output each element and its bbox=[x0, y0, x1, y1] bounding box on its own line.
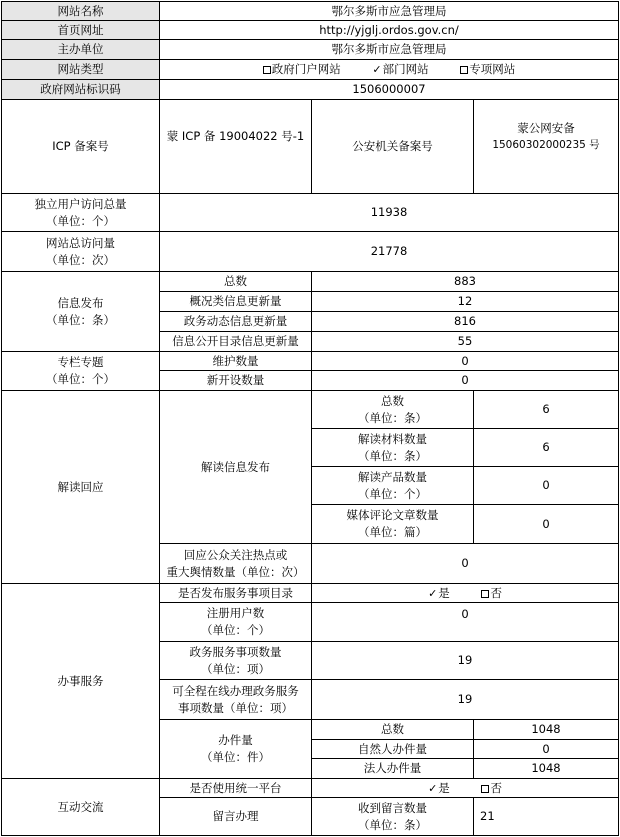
checkmark-icon: ✓ bbox=[372, 63, 382, 76]
police-record-label: 公安机关备案号 bbox=[312, 100, 474, 194]
interpret-material-label-line2: （单位：条） bbox=[358, 448, 427, 463]
platform-label: 是否使用统一平台 bbox=[160, 779, 312, 798]
column-new-value: 0 bbox=[312, 371, 619, 391]
interpret-publish-label: 解读信息发布 bbox=[160, 391, 312, 544]
message-handling-label: 留言办理 bbox=[160, 798, 312, 836]
hot-response-label-line2: 重大舆情数量（单位：次） bbox=[166, 564, 305, 579]
platform-no[interactable] bbox=[481, 780, 502, 797]
site-type-option-department-label: 部门网站 bbox=[382, 62, 429, 76]
hot-response-label-line1: 回应公众关注热点或 bbox=[183, 547, 288, 562]
interpret-media-label bbox=[312, 505, 474, 544]
interpret-media-label-line2: （单位：篇） bbox=[358, 525, 427, 539]
cases-legal-label: 法人办件量 bbox=[312, 759, 474, 779]
police-record-value bbox=[474, 100, 619, 194]
unchecked-box-icon bbox=[481, 590, 489, 598]
cases-person-label: 自然人办件量 bbox=[312, 740, 474, 759]
interpret-total-label bbox=[312, 391, 474, 429]
info-publish-label bbox=[2, 272, 160, 352]
pv-value: 21778 bbox=[160, 232, 619, 272]
uv-value: 11938 bbox=[160, 194, 619, 232]
site-type-option-special[interactable] bbox=[460, 61, 515, 78]
column-maintain-label: 维护数量 bbox=[160, 352, 312, 371]
service-items-value: 19 bbox=[312, 642, 619, 680]
service-items-label-line2: （单位：项） bbox=[201, 661, 270, 676]
sponsor-label: 主办单位 bbox=[2, 40, 160, 60]
column-topic-label-line2: （单位：个） bbox=[46, 372, 115, 386]
interpret-media-value: 0 bbox=[474, 505, 619, 544]
column-new-label: 新开设数量 bbox=[160, 371, 312, 391]
homepage-label: 首页网址 bbox=[2, 21, 160, 40]
service-cases-label bbox=[160, 720, 312, 779]
info-publish-label-line1: 信息发布 bbox=[57, 295, 104, 310]
interpret-label: 解读回应 bbox=[2, 391, 160, 584]
site-type-option-portal[interactable] bbox=[263, 61, 341, 78]
police-record-value-line1: 蒙公网安备 bbox=[517, 121, 575, 135]
service-catalog-options bbox=[312, 584, 619, 603]
cases-total-value: 1048 bbox=[474, 720, 619, 740]
site-name-label: 网站名称 bbox=[2, 2, 160, 21]
interpret-product-value: 0 bbox=[474, 467, 619, 505]
info-catalog-label: 信息公开目录信息更新量 bbox=[160, 332, 312, 352]
column-maintain-value: 0 bbox=[312, 352, 619, 371]
site-type-option-special-label: 专项网站 bbox=[469, 62, 516, 76]
info-overview-value: 12 bbox=[312, 292, 619, 312]
platform-yes[interactable] bbox=[428, 780, 450, 797]
service-catalog-label: 是否发布服务事项目录 bbox=[160, 584, 312, 603]
interpret-material-label-line1: 解读材料数量 bbox=[358, 431, 427, 446]
info-total-value: 883 bbox=[312, 272, 619, 292]
interaction-label: 互动交流 bbox=[2, 779, 160, 836]
service-catalog-yes-label: 是 bbox=[438, 585, 450, 600]
homepage-value: http://yjglj.ordos.gov.cn/ bbox=[160, 21, 619, 40]
service-items-label bbox=[160, 642, 312, 680]
website-report-table bbox=[1, 1, 619, 836]
cases-legal-value: 1048 bbox=[474, 759, 619, 779]
message-count-label bbox=[312, 798, 474, 836]
service-users-label-line1: 注册用户数 bbox=[206, 606, 265, 620]
unchecked-box-icon bbox=[481, 785, 489, 793]
gov-id-label: 政府网站标识码 bbox=[2, 80, 160, 100]
interpret-material-value: 6 bbox=[474, 429, 619, 467]
service-users-value: 0 bbox=[312, 603, 619, 642]
service-cases-label-line1: 办件量 bbox=[218, 733, 253, 747]
checkmark-icon: ✓ bbox=[428, 781, 438, 795]
interpret-total-value: 6 bbox=[474, 391, 619, 429]
site-name-value: 鄂尔多斯市应急管理局 bbox=[160, 2, 619, 21]
service-label: 办事服务 bbox=[2, 584, 160, 779]
service-online-label bbox=[160, 680, 312, 720]
cases-total-label: 总数 bbox=[312, 720, 474, 740]
checkmark-icon: ✓ bbox=[428, 586, 438, 600]
icp-label: ICP 备案号 bbox=[2, 100, 160, 194]
pv-label-line2: （单位：次） bbox=[46, 252, 115, 267]
message-count-value: 21 bbox=[474, 798, 619, 836]
uv-label-line2: （单位：个） bbox=[46, 213, 115, 228]
service-online-label-line2: 事项数量（单位：项） bbox=[178, 700, 293, 715]
info-publish-label-line2: （单位：条） bbox=[46, 312, 115, 327]
info-catalog-value: 55 bbox=[312, 332, 619, 352]
site-type-label: 网站类型 bbox=[2, 60, 160, 80]
platform-yes-label: 是 bbox=[438, 780, 450, 795]
police-record-value-line2: 15060302000235 号 bbox=[492, 139, 600, 151]
pv-label bbox=[2, 232, 160, 272]
interpret-product-label-line2: （单位：个） bbox=[358, 486, 427, 501]
gov-id-value: 1506000007 bbox=[160, 80, 619, 100]
service-catalog-no-label: 否 bbox=[490, 585, 502, 600]
message-count-label-line2: （单位：条） bbox=[358, 817, 427, 832]
info-news-value: 816 bbox=[312, 312, 619, 332]
service-catalog-yes[interactable] bbox=[428, 585, 450, 602]
interpret-total-label-line2: （单位：条） bbox=[358, 410, 427, 425]
column-topic-label bbox=[2, 352, 160, 391]
interpret-product-label bbox=[312, 467, 474, 505]
uv-label bbox=[2, 194, 160, 232]
platform-options bbox=[312, 779, 619, 798]
info-total-label: 总数 bbox=[160, 272, 312, 292]
interpret-material-label bbox=[312, 429, 474, 467]
service-users-label-line2: （单位：个） bbox=[201, 623, 270, 637]
hot-response-label bbox=[160, 544, 312, 584]
interpret-total-label-line1: 总数 bbox=[381, 393, 404, 408]
site-type-options bbox=[160, 60, 619, 80]
site-type-option-department[interactable] bbox=[372, 61, 428, 78]
info-overview-label: 概况类信息更新量 bbox=[160, 292, 312, 312]
service-catalog-no[interactable] bbox=[481, 585, 502, 602]
interpret-product-label-line1: 解读产品数量 bbox=[358, 469, 427, 484]
cases-person-value: 0 bbox=[474, 740, 619, 759]
service-items-label-line1: 政务服务事项数量 bbox=[189, 644, 282, 659]
uv-label-line1: 独立用户访问总量 bbox=[34, 196, 127, 211]
site-type-option-portal-label: 政府门户网站 bbox=[271, 62, 341, 76]
sponsor-value: 鄂尔多斯市应急管理局 bbox=[160, 40, 619, 60]
pv-label-line1: 网站总访问量 bbox=[46, 235, 115, 250]
service-cases-label-line2: （单位：件） bbox=[201, 750, 270, 764]
service-online-value: 19 bbox=[312, 680, 619, 720]
info-news-label: 政务动态信息更新量 bbox=[160, 312, 312, 332]
message-count-label-line1: 收到留言数量 bbox=[358, 800, 427, 815]
icp-value: 蒙 ICP 备 19004022 号-1 bbox=[160, 100, 312, 194]
service-users-label bbox=[160, 603, 312, 642]
unchecked-box-icon bbox=[263, 66, 271, 74]
service-online-label-line1: 可全程在线办理政务服务 bbox=[172, 683, 299, 698]
interpret-media-label-line1: 媒体评论文章数量 bbox=[346, 508, 439, 522]
platform-no-label: 否 bbox=[490, 780, 502, 795]
unchecked-box-icon bbox=[460, 66, 468, 74]
hot-response-value: 0 bbox=[312, 544, 619, 584]
column-topic-label-line1: 专栏专题 bbox=[57, 355, 104, 369]
